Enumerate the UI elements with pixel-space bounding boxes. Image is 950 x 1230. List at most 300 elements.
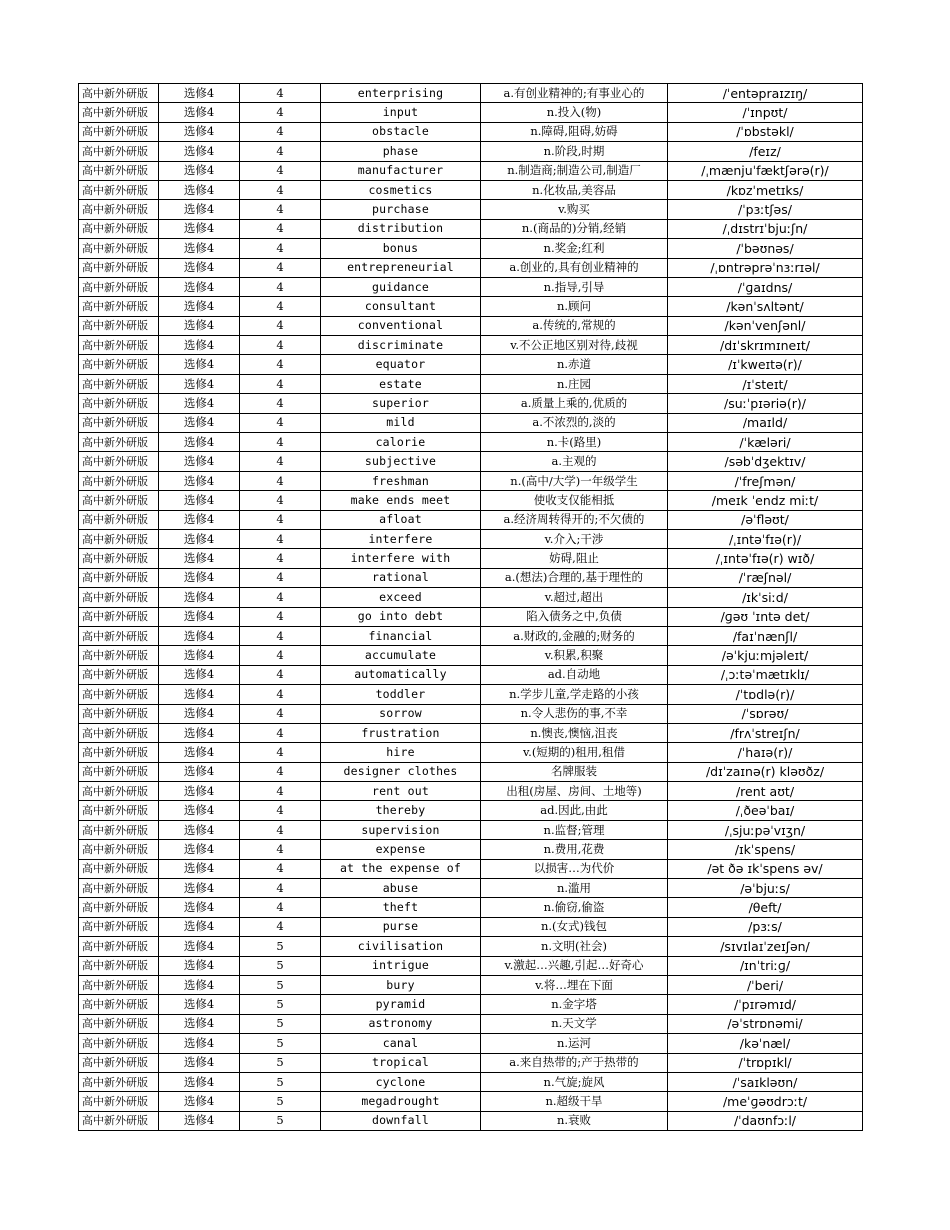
meaning-cell: v.激起…兴趣,引起…好奇心 xyxy=(481,956,668,975)
textbook-cell: 高中新外研版 xyxy=(79,297,159,316)
table-row xyxy=(79,122,863,141)
volume-cell: 选修4 xyxy=(159,239,240,258)
unit-cell: 4 xyxy=(240,568,321,587)
meaning-cell: n.庄园 xyxy=(481,374,668,393)
volume-cell: 选修4 xyxy=(159,782,240,801)
meaning-cell: 陷入债务之中,负债 xyxy=(481,607,668,626)
table-row xyxy=(79,588,863,607)
table-row xyxy=(79,743,863,762)
table-row xyxy=(79,161,863,180)
phonetic-cell: /ɪkˈspens/ xyxy=(668,840,863,859)
textbook-cell: 高中新外研版 xyxy=(79,413,159,432)
word-cell: toddler xyxy=(321,685,481,704)
phonetic-cell: /rent aʊt/ xyxy=(668,782,863,801)
table-row xyxy=(79,1111,863,1130)
table-row xyxy=(79,937,863,956)
meaning-cell: 妨碍,阻止 xyxy=(481,549,668,568)
textbook-cell: 高中新外研版 xyxy=(79,239,159,258)
table-row xyxy=(79,995,863,1014)
meaning-cell: 名牌服装 xyxy=(481,762,668,781)
word-cell: manufacturer xyxy=(321,161,481,180)
word-cell: input xyxy=(321,103,481,122)
word-cell: mild xyxy=(321,413,481,432)
unit-cell: 4 xyxy=(240,433,321,452)
phonetic-cell: /ˈdaʊnfɔːl/ xyxy=(668,1111,863,1130)
volume-cell: 选修4 xyxy=(159,1014,240,1033)
volume-cell: 选修4 xyxy=(159,879,240,898)
meaning-cell: v.超过,超出 xyxy=(481,588,668,607)
volume-cell: 选修4 xyxy=(159,200,240,219)
unit-cell: 4 xyxy=(240,297,321,316)
unit-cell: 5 xyxy=(240,1092,321,1111)
volume-cell: 选修4 xyxy=(159,1111,240,1130)
word-cell: automatically xyxy=(321,665,481,684)
phonetic-cell: /feɪz/ xyxy=(668,142,863,161)
word-cell: astronomy xyxy=(321,1014,481,1033)
word-cell: exceed xyxy=(321,588,481,607)
word-cell: freshman xyxy=(321,471,481,490)
volume-cell: 选修4 xyxy=(159,122,240,141)
phonetic-cell: /ɡəʊ ˈɪntə det/ xyxy=(668,607,863,626)
table-row xyxy=(79,200,863,219)
volume-cell: 选修4 xyxy=(159,529,240,548)
word-cell: superior xyxy=(321,394,481,413)
volume-cell: 选修4 xyxy=(159,568,240,587)
meaning-cell: n.制造商;制造公司,制造厂 xyxy=(481,161,668,180)
meaning-cell: n.顾问 xyxy=(481,297,668,316)
meaning-cell: n.偷窃,偷盗 xyxy=(481,898,668,917)
phonetic-cell: /ɪˈsteɪt/ xyxy=(668,374,863,393)
phonetic-cell: /ˈbəʊnəs/ xyxy=(668,239,863,258)
unit-cell: 4 xyxy=(240,859,321,878)
textbook-cell: 高中新外研版 xyxy=(79,394,159,413)
table-row xyxy=(79,917,863,936)
textbook-cell: 高中新外研版 xyxy=(79,491,159,510)
phonetic-cell: /dɪˈskrɪmɪneɪt/ xyxy=(668,336,863,355)
word-cell: cosmetics xyxy=(321,180,481,199)
unit-cell: 4 xyxy=(240,413,321,432)
word-cell: accumulate xyxy=(321,646,481,665)
volume-cell: 选修4 xyxy=(159,277,240,296)
word-cell: hire xyxy=(321,743,481,762)
meaning-cell: n.衰败 xyxy=(481,1111,668,1130)
unit-cell: 4 xyxy=(240,258,321,277)
unit-cell: 4 xyxy=(240,588,321,607)
word-cell: expense xyxy=(321,840,481,859)
meaning-cell: n.监督;管理 xyxy=(481,820,668,839)
table-row xyxy=(79,704,863,723)
phonetic-cell: /ˈhaɪə(r)/ xyxy=(668,743,863,762)
word-cell: cyclone xyxy=(321,1072,481,1091)
table-row xyxy=(79,975,863,994)
textbook-cell: 高中新外研版 xyxy=(79,995,159,1014)
table-row xyxy=(79,1072,863,1091)
phonetic-cell: /kɒzˈmetɪks/ xyxy=(668,180,863,199)
word-cell: abuse xyxy=(321,879,481,898)
phonetic-cell: /ˈpɜːtʃəs/ xyxy=(668,200,863,219)
table-row xyxy=(79,277,863,296)
meaning-cell: a.传统的,常规的 xyxy=(481,316,668,335)
textbook-cell: 高中新外研版 xyxy=(79,549,159,568)
phonetic-cell: /ˈfreʃmən/ xyxy=(668,471,863,490)
table-row xyxy=(79,374,863,393)
phonetic-cell: /ˈentəpraɪzɪŋ/ xyxy=(668,84,863,103)
meaning-cell: v.(短期的)租用,租借 xyxy=(481,743,668,762)
textbook-cell: 高中新外研版 xyxy=(79,859,159,878)
unit-cell: 4 xyxy=(240,607,321,626)
table-row xyxy=(79,956,863,975)
unit-cell: 4 xyxy=(240,743,321,762)
word-cell: equator xyxy=(321,355,481,374)
volume-cell: 选修4 xyxy=(159,161,240,180)
textbook-cell: 高中新外研版 xyxy=(79,975,159,994)
unit-cell: 4 xyxy=(240,471,321,490)
unit-cell: 4 xyxy=(240,917,321,936)
textbook-cell: 高中新外研版 xyxy=(79,1034,159,1053)
volume-cell: 选修4 xyxy=(159,510,240,529)
meaning-cell: v.不公正地区别对待,歧视 xyxy=(481,336,668,355)
word-cell: financial xyxy=(321,626,481,645)
phonetic-cell: /sɪvɪlaɪˈzeɪʃən/ xyxy=(668,937,863,956)
volume-cell: 选修4 xyxy=(159,762,240,781)
word-cell: thereby xyxy=(321,801,481,820)
unit-cell: 4 xyxy=(240,704,321,723)
phonetic-cell: /kəˈnæl/ xyxy=(668,1034,863,1053)
meaning-cell: a.财政的,金融的;财务的 xyxy=(481,626,668,645)
phonetic-cell: /əˈstrɒnəmi/ xyxy=(668,1014,863,1033)
textbook-cell: 高中新外研版 xyxy=(79,685,159,704)
meaning-cell: a.创业的,具有创业精神的 xyxy=(481,258,668,277)
volume-cell: 选修4 xyxy=(159,898,240,917)
meaning-cell: a.有创业精神的;有事业心的 xyxy=(481,84,668,103)
word-cell: rent out xyxy=(321,782,481,801)
word-cell: sorrow xyxy=(321,704,481,723)
phonetic-cell: /əˈkjuːmjəleɪt/ xyxy=(668,646,863,665)
table-row xyxy=(79,1092,863,1111)
word-cell: supervision xyxy=(321,820,481,839)
word-cell: pyramid xyxy=(321,995,481,1014)
table-row xyxy=(79,355,863,374)
table-row xyxy=(79,452,863,471)
textbook-cell: 高中新外研版 xyxy=(79,84,159,103)
meaning-cell: 以损害…为代价 xyxy=(481,859,668,878)
meaning-cell: n.(高中/大学)一年级学生 xyxy=(481,471,668,490)
unit-cell: 5 xyxy=(240,1053,321,1072)
meaning-cell: 出租(房屋、房间、土地等) xyxy=(481,782,668,801)
phonetic-cell: /ˈsɒrəʊ/ xyxy=(668,704,863,723)
table-row xyxy=(79,859,863,878)
volume-cell: 选修4 xyxy=(159,471,240,490)
meaning-cell: n.投入(物) xyxy=(481,103,668,122)
meaning-cell: n.(商品的)分销,经销 xyxy=(481,219,668,238)
textbook-cell: 高中新外研版 xyxy=(79,258,159,277)
phonetic-cell: /ˈɒbstəkl/ xyxy=(668,122,863,141)
meaning-cell: n.令人悲伤的事,不幸 xyxy=(481,704,668,723)
meaning-cell: n.指导,引导 xyxy=(481,277,668,296)
textbook-cell: 高中新外研版 xyxy=(79,180,159,199)
textbook-cell: 高中新外研版 xyxy=(79,374,159,393)
phonetic-cell: /pɜːs/ xyxy=(668,917,863,936)
word-cell: interfere with xyxy=(321,549,481,568)
table-row xyxy=(79,394,863,413)
meaning-cell: n.懊丧,懊恼,沮丧 xyxy=(481,723,668,742)
phonetic-cell: /kənˈsʌltənt/ xyxy=(668,297,863,316)
volume-cell: 选修4 xyxy=(159,413,240,432)
textbook-cell: 高中新外研版 xyxy=(79,840,159,859)
volume-cell: 选修4 xyxy=(159,801,240,820)
volume-cell: 选修4 xyxy=(159,626,240,645)
phonetic-cell: /suːˈpɪəriə(r)/ xyxy=(668,394,863,413)
unit-cell: 4 xyxy=(240,665,321,684)
table-row xyxy=(79,1034,863,1053)
unit-cell: 4 xyxy=(240,103,321,122)
meaning-cell: a.经济周转得开的;不欠债的 xyxy=(481,510,668,529)
word-cell: rational xyxy=(321,568,481,587)
unit-cell: 4 xyxy=(240,122,321,141)
unit-cell: 5 xyxy=(240,1072,321,1091)
table-row xyxy=(79,491,863,510)
meaning-cell: ad.因此,由此 xyxy=(481,801,668,820)
textbook-cell: 高中新外研版 xyxy=(79,316,159,335)
textbook-cell: 高中新外研版 xyxy=(79,646,159,665)
meaning-cell: n.奖金;红利 xyxy=(481,239,668,258)
word-cell: theft xyxy=(321,898,481,917)
phonetic-cell: /kənˈvenʃənl/ xyxy=(668,316,863,335)
phonetic-cell: /ˌɪntəˈfɪə(r) wɪð/ xyxy=(668,549,863,568)
textbook-cell: 高中新外研版 xyxy=(79,1092,159,1111)
textbook-cell: 高中新外研版 xyxy=(79,879,159,898)
unit-cell: 4 xyxy=(240,219,321,238)
table-row xyxy=(79,762,863,781)
volume-cell: 选修4 xyxy=(159,355,240,374)
table-row xyxy=(79,1053,863,1072)
unit-cell: 4 xyxy=(240,142,321,161)
volume-cell: 选修4 xyxy=(159,219,240,238)
volume-cell: 选修4 xyxy=(159,433,240,452)
volume-cell: 选修4 xyxy=(159,937,240,956)
volume-cell: 选修4 xyxy=(159,917,240,936)
meaning-cell: n.气旋;旋风 xyxy=(481,1072,668,1091)
word-cell: subjective xyxy=(321,452,481,471)
word-cell: guidance xyxy=(321,277,481,296)
word-cell: interfere xyxy=(321,529,481,548)
phonetic-cell: /ˌsjuːpəˈvɪʒn/ xyxy=(668,820,863,839)
unit-cell: 4 xyxy=(240,374,321,393)
table-row xyxy=(79,336,863,355)
phonetic-cell: /faɪˈnænʃl/ xyxy=(668,626,863,645)
meaning-cell: n.运河 xyxy=(481,1034,668,1053)
volume-cell: 选修4 xyxy=(159,975,240,994)
unit-cell: 4 xyxy=(240,394,321,413)
word-cell: make ends meet xyxy=(321,491,481,510)
vocabulary-table-body xyxy=(79,84,863,1131)
phonetic-cell: /əˈbjuːs/ xyxy=(668,879,863,898)
textbook-cell: 高中新外研版 xyxy=(79,723,159,742)
volume-cell: 选修4 xyxy=(159,316,240,335)
textbook-cell: 高中新外研版 xyxy=(79,626,159,645)
meaning-cell: n.赤道 xyxy=(481,355,668,374)
volume-cell: 选修4 xyxy=(159,704,240,723)
meaning-cell: n.化妆品,美容品 xyxy=(481,180,668,199)
meaning-cell: n.超级干旱 xyxy=(481,1092,668,1111)
table-row xyxy=(79,258,863,277)
table-row xyxy=(79,142,863,161)
table-row xyxy=(79,219,863,238)
meaning-cell: v.将…埋在下面 xyxy=(481,975,668,994)
table-row xyxy=(79,782,863,801)
table-row xyxy=(79,529,863,548)
meaning-cell: n.障碍,阻碍,妨碍 xyxy=(481,122,668,141)
table-row xyxy=(79,626,863,645)
textbook-cell: 高中新外研版 xyxy=(79,219,159,238)
textbook-cell: 高中新外研版 xyxy=(79,937,159,956)
unit-cell: 4 xyxy=(240,801,321,820)
word-cell: estate xyxy=(321,374,481,393)
textbook-cell: 高中新外研版 xyxy=(79,355,159,374)
meaning-cell: ad.自动地 xyxy=(481,665,668,684)
textbook-cell: 高中新外研版 xyxy=(79,607,159,626)
phonetic-cell: /ɪkˈsiːd/ xyxy=(668,588,863,607)
meaning-cell: n.学步儿童,学走路的小孩 xyxy=(481,685,668,704)
unit-cell: 5 xyxy=(240,1014,321,1033)
volume-cell: 选修4 xyxy=(159,607,240,626)
table-row xyxy=(79,879,863,898)
volume-cell: 选修4 xyxy=(159,665,240,684)
textbook-cell: 高中新外研版 xyxy=(79,665,159,684)
meaning-cell: a.来自热带的;产于热带的 xyxy=(481,1053,668,1072)
volume-cell: 选修4 xyxy=(159,336,240,355)
textbook-cell: 高中新外研版 xyxy=(79,704,159,723)
meaning-cell: n.阶段,时期 xyxy=(481,142,668,161)
textbook-cell: 高中新外研版 xyxy=(79,898,159,917)
volume-cell: 选修4 xyxy=(159,723,240,742)
unit-cell: 4 xyxy=(240,84,321,103)
table-row xyxy=(79,646,863,665)
phonetic-cell: /ˈɪnpʊt/ xyxy=(668,103,863,122)
textbook-cell: 高中新外研版 xyxy=(79,1053,159,1072)
phonetic-cell: /ˌɪntəˈfɪə(r)/ xyxy=(668,529,863,548)
meaning-cell: v.介入;干涉 xyxy=(481,529,668,548)
table-row xyxy=(79,180,863,199)
word-cell: discriminate xyxy=(321,336,481,355)
volume-cell: 选修4 xyxy=(159,297,240,316)
textbook-cell: 高中新外研版 xyxy=(79,200,159,219)
phonetic-cell: /meˈɡəʊdrɔːt/ xyxy=(668,1092,863,1111)
unit-cell: 4 xyxy=(240,336,321,355)
phonetic-cell: /ɪnˈtriːɡ/ xyxy=(668,956,863,975)
table-row xyxy=(79,433,863,452)
word-cell: designer clothes xyxy=(321,762,481,781)
word-cell: purse xyxy=(321,917,481,936)
volume-cell: 选修4 xyxy=(159,995,240,1014)
table-row xyxy=(79,840,863,859)
meaning-cell: n.天文学 xyxy=(481,1014,668,1033)
unit-cell: 4 xyxy=(240,161,321,180)
word-cell: phase xyxy=(321,142,481,161)
volume-cell: 选修4 xyxy=(159,180,240,199)
meaning-cell: a.(想法)合理的,基于理性的 xyxy=(481,568,668,587)
volume-cell: 选修4 xyxy=(159,1034,240,1053)
table-row xyxy=(79,297,863,316)
word-cell: distribution xyxy=(321,219,481,238)
unit-cell: 4 xyxy=(240,452,321,471)
word-cell: at the expense of xyxy=(321,859,481,878)
textbook-cell: 高中新外研版 xyxy=(79,529,159,548)
phonetic-cell: /ət ðə ɪkˈspens əv/ xyxy=(668,859,863,878)
phonetic-cell: /ˌɒntrəprəˈnɜːrɪəl/ xyxy=(668,258,863,277)
meaning-cell: a.主观的 xyxy=(481,452,668,471)
table-row xyxy=(79,801,863,820)
unit-cell: 4 xyxy=(240,685,321,704)
table-row xyxy=(79,510,863,529)
phonetic-cell: /ˌðeəˈbaɪ/ xyxy=(668,801,863,820)
word-cell: obstacle xyxy=(321,122,481,141)
volume-cell: 选修4 xyxy=(159,840,240,859)
volume-cell: 选修4 xyxy=(159,142,240,161)
volume-cell: 选修4 xyxy=(159,258,240,277)
table-row xyxy=(79,549,863,568)
volume-cell: 选修4 xyxy=(159,1053,240,1072)
meaning-cell: a.不浓烈的,淡的 xyxy=(481,413,668,432)
unit-cell: 5 xyxy=(240,1034,321,1053)
phonetic-cell: /ɪˈkweɪtə(r)/ xyxy=(668,355,863,374)
table-row xyxy=(79,316,863,335)
textbook-cell: 高中新外研版 xyxy=(79,1111,159,1130)
phonetic-cell: /ˌmænjuˈfæktʃərə(r)/ xyxy=(668,161,863,180)
textbook-cell: 高中新外研版 xyxy=(79,782,159,801)
word-cell: downfall xyxy=(321,1111,481,1130)
phonetic-cell: /θeft/ xyxy=(668,898,863,917)
word-cell: afloat xyxy=(321,510,481,529)
meaning-cell: v.购买 xyxy=(481,200,668,219)
table-row xyxy=(79,84,863,103)
volume-cell: 选修4 xyxy=(159,859,240,878)
volume-cell: 选修4 xyxy=(159,685,240,704)
textbook-cell: 高中新外研版 xyxy=(79,103,159,122)
phonetic-cell: /ˈtɒdlə(r)/ xyxy=(668,685,863,704)
table-row xyxy=(79,723,863,742)
textbook-cell: 高中新外研版 xyxy=(79,122,159,141)
word-cell: purchase xyxy=(321,200,481,219)
word-cell: enterprising xyxy=(321,84,481,103)
unit-cell: 4 xyxy=(240,879,321,898)
phonetic-cell: /ˈræʃnəl/ xyxy=(668,568,863,587)
meaning-cell: a.质量上乘的,优质的 xyxy=(481,394,668,413)
phonetic-cell: /ˈpɪrəmɪd/ xyxy=(668,995,863,1014)
word-cell: canal xyxy=(321,1034,481,1053)
unit-cell: 4 xyxy=(240,200,321,219)
meaning-cell: n.金字塔 xyxy=(481,995,668,1014)
unit-cell: 5 xyxy=(240,937,321,956)
textbook-cell: 高中新外研版 xyxy=(79,762,159,781)
textbook-cell: 高中新外研版 xyxy=(79,588,159,607)
textbook-cell: 高中新外研版 xyxy=(79,743,159,762)
meaning-cell: v.积累,积聚 xyxy=(481,646,668,665)
textbook-cell: 高中新外研版 xyxy=(79,452,159,471)
unit-cell: 4 xyxy=(240,180,321,199)
unit-cell: 4 xyxy=(240,316,321,335)
unit-cell: 4 xyxy=(240,898,321,917)
word-cell: conventional xyxy=(321,316,481,335)
word-cell: frustration xyxy=(321,723,481,742)
meaning-cell: n.滥用 xyxy=(481,879,668,898)
phonetic-cell: /ˈkæləri/ xyxy=(668,433,863,452)
phonetic-cell: /meɪk ˈendz miːt/ xyxy=(668,491,863,510)
word-cell: tropical xyxy=(321,1053,481,1072)
word-cell: bury xyxy=(321,975,481,994)
unit-cell: 4 xyxy=(240,510,321,529)
meaning-cell: n.(女式)钱包 xyxy=(481,917,668,936)
